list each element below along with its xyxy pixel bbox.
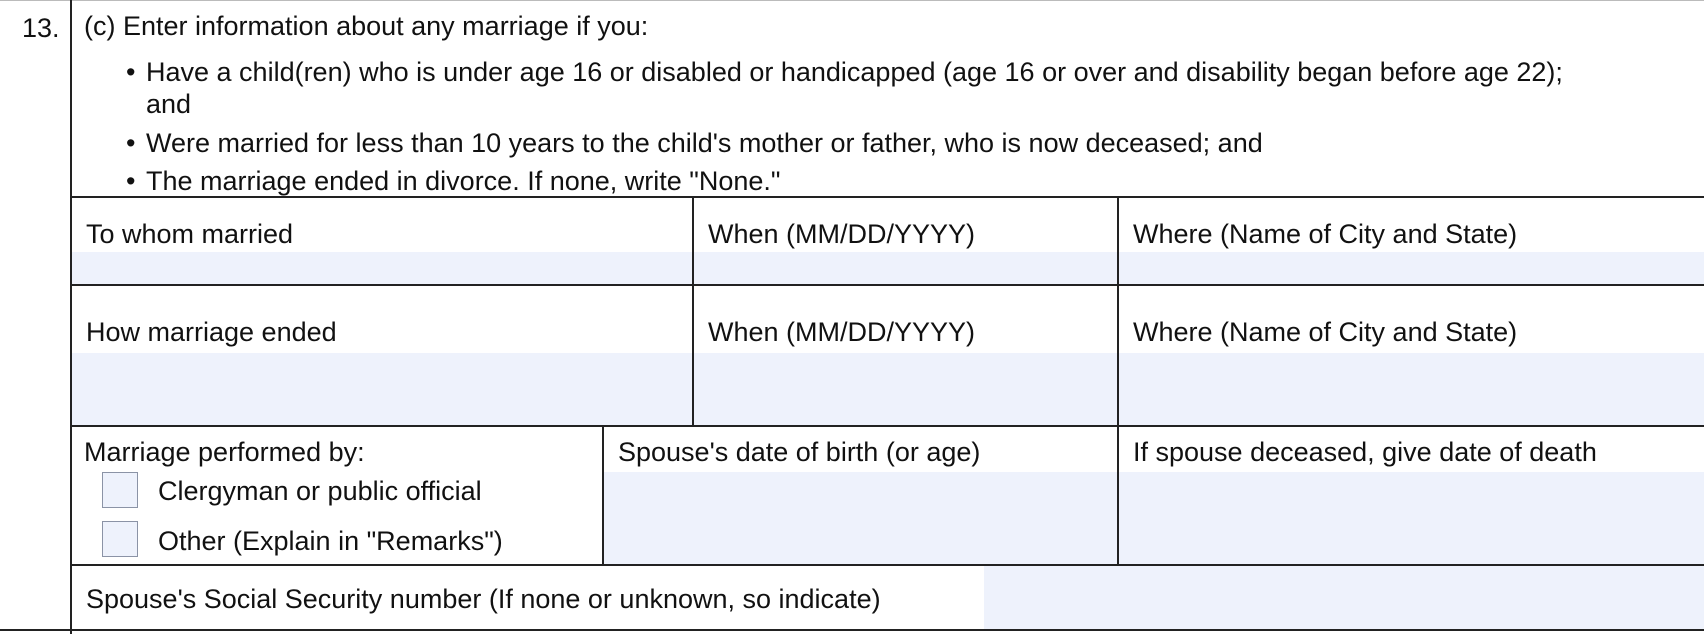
question-number-column-divider xyxy=(70,0,72,634)
to-whom-married-field[interactable] xyxy=(72,252,692,284)
row-divider xyxy=(70,425,1704,427)
end-date-label: When (MM/DD/YYYY) xyxy=(708,317,976,347)
spouse-dob-field[interactable] xyxy=(604,472,1117,564)
row-divider xyxy=(70,284,1704,286)
top-divider xyxy=(0,0,1704,1)
other-checkbox[interactable] xyxy=(102,521,138,557)
question-number: 13. xyxy=(22,13,60,43)
bottom-divider xyxy=(0,629,1704,631)
table-top-border xyxy=(70,196,1704,198)
marriage-place-field[interactable] xyxy=(1119,252,1704,284)
marriage-place-label: Where (Name of City and State) xyxy=(1133,219,1518,249)
condition-item: • Were married for less than 10 years to the child's mother or father, who is now deceased; and xyxy=(122,127,1582,159)
question-intro: (c) Enter information about any marriage if you: xyxy=(84,11,649,41)
end-place-field[interactable] xyxy=(1119,353,1704,425)
spouse-dob-label: Spouse's date of birth (or age) xyxy=(618,437,981,467)
marriage-date-label: When (MM/DD/YYYY) xyxy=(708,219,976,249)
condition-list xyxy=(122,56,1582,204)
spouse-death-date-label: If spouse deceased, give date of death xyxy=(1133,437,1597,467)
clergyman-option-label: Clergyman or public official xyxy=(158,476,482,506)
clergyman-checkbox[interactable] xyxy=(102,472,138,508)
end-date-field[interactable] xyxy=(694,353,1117,425)
spouse-ssn-label: Spouse's Social Security number (If none or unknown, so indicate) xyxy=(86,584,881,614)
marriage-performed-by-label: Marriage performed by: xyxy=(84,437,365,467)
to-whom-married-label: To whom married xyxy=(86,219,294,249)
condition-item: • Have a child(ren) who is under age 16 or disabled or handicapped (age 16 or over and disability began before age 22); and xyxy=(122,56,1582,121)
spouse-ssn-field[interactable] xyxy=(984,566,1704,629)
condition-item: • The marriage ended in divorce. If none, write "None." xyxy=(122,165,1582,197)
marriage-date-field[interactable] xyxy=(694,252,1117,284)
other-option-label: Other (Explain in "Remarks") xyxy=(158,526,503,556)
spouse-death-date-field[interactable] xyxy=(1119,472,1704,564)
how-marriage-ended-field[interactable] xyxy=(72,353,692,425)
how-marriage-ended-label: How marriage ended xyxy=(86,317,337,347)
end-place-label: Where (Name of City and State) xyxy=(1133,317,1518,347)
